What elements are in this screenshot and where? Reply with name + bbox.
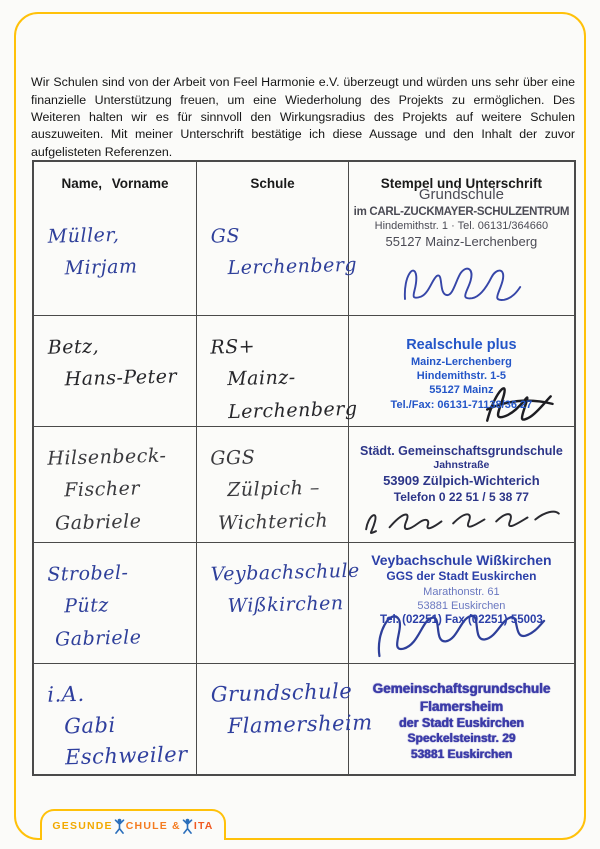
stamp-line: Veybachschule Wißkirchen xyxy=(371,552,552,568)
handwritten-line: Strobel- xyxy=(47,561,129,586)
school-stamp xyxy=(349,185,574,311)
header-stempel-unterschrift: Stempel und Unterschrift xyxy=(380,176,543,191)
stamp-line: Mainz-Lerchenberg xyxy=(410,355,512,368)
name-handwriting xyxy=(33,662,198,775)
handwritten-line: Müller, xyxy=(47,223,120,248)
handwritten-line: GGS xyxy=(210,446,256,470)
handwritten-line: Flamersheim xyxy=(227,709,373,738)
school-cell xyxy=(197,427,349,542)
school-handwriting xyxy=(196,203,358,286)
table-row xyxy=(34,315,574,426)
handwritten-line: Fischer xyxy=(63,477,141,502)
table-row xyxy=(34,542,574,663)
stamp-line: Grundschule xyxy=(418,186,504,203)
handwritten-line: Zülpich – xyxy=(226,477,321,502)
school-handwriting xyxy=(196,314,358,429)
name-cell xyxy=(34,427,197,542)
name-handwriting xyxy=(33,425,198,540)
handwritten-line: Mainz-Lerchenberg xyxy=(226,366,358,423)
name-handwriting xyxy=(33,541,198,656)
name-cell xyxy=(34,205,197,315)
stamp-cell xyxy=(349,427,574,542)
gesunde-schule-kita-logo xyxy=(52,818,213,834)
dancing-figure-icon xyxy=(182,818,193,834)
handwritten-line: Gabriele xyxy=(54,509,142,535)
table-row xyxy=(34,186,574,315)
table-row xyxy=(34,663,574,774)
handwritten-line: GS xyxy=(210,224,241,248)
handwritten-line: Gabi Eschweiler xyxy=(63,712,188,770)
name-handwriting xyxy=(33,314,197,397)
stamp-line: Gemeinschaftsgrundschule xyxy=(372,681,551,696)
school-stamp xyxy=(349,336,574,412)
stamp-cell xyxy=(349,664,574,774)
stamp-line: Speckelsteinstr. 29 xyxy=(407,731,516,746)
handwritten-line: Pütz xyxy=(63,594,110,618)
stamp-line: Jahnstraße xyxy=(433,459,490,472)
handwritten-line: Hans-Peter xyxy=(64,365,178,391)
handwritten-line: i.A. xyxy=(47,681,85,707)
table-body xyxy=(34,186,574,774)
stamp-line: GGS der Stadt Euskirchen xyxy=(386,569,537,584)
school-stamp xyxy=(349,680,574,763)
school-handwriting xyxy=(196,425,350,540)
school-cell xyxy=(197,316,358,426)
handwritten-line: Wichterich xyxy=(217,509,329,535)
stamp-cell xyxy=(349,186,574,315)
school-cell xyxy=(197,205,358,315)
handwritten-line: Wißkirchen xyxy=(227,592,344,618)
intro-paragraph: Wir Schulen sind von der Arbeit von Feel Harmonie e.V. überzeugt und würden uns sehr über eine finanzielle Unterstützung freuen, um eine Wiederholung des Projekts zu ermöglichen. Des Weiteren halten wir es für sinnvoll den Wirkungsradius des Projekts auf weitere Schulen auszuweiten. Mit meiner Unterschrift bestätige ich diese Aussage und den Inhalt der zuvor aufgelisteten Referenzen. xyxy=(31,75,575,159)
stamp-line: 53881 Euskirchen xyxy=(410,746,513,761)
handwritten-line: Hilsenbeck- xyxy=(47,444,167,470)
handwritten-line: Mirjam xyxy=(64,255,138,280)
stamp-cell xyxy=(349,543,574,663)
stamp-line: Hindemithstr. 1-5 xyxy=(416,370,507,383)
handwritten-line: Lerchenberg xyxy=(227,254,358,280)
stamp-line: 55127 Mainz xyxy=(429,384,494,397)
handwritten-line: Grundschule xyxy=(210,678,353,707)
handwritten-line: Betz, xyxy=(47,335,100,359)
handwritten-line: Veybachschule xyxy=(210,559,361,586)
stamp-line: Marathonstr. 61 xyxy=(423,585,500,598)
stamp-line: der Stadt Euskirchen xyxy=(398,716,524,731)
name-cell xyxy=(34,664,197,774)
handwritten-line: Gabriele xyxy=(54,625,142,651)
stamp-line: Flamersheim xyxy=(419,698,504,714)
name-handwriting xyxy=(33,203,197,286)
dancing-figure-icon xyxy=(114,818,125,834)
stamp-line: 53881 Euskirchen xyxy=(417,600,506,613)
name-cell xyxy=(34,543,197,663)
school-handwriting xyxy=(196,541,361,624)
stamp-line: im CARL-ZUCKMAYER-SCHULZENTRUM xyxy=(353,205,570,218)
table-row xyxy=(34,426,574,542)
logo-word-gesunde: GESUNDE xyxy=(52,819,113,832)
signature-table xyxy=(32,160,576,776)
stamp-line: Realschule plus xyxy=(406,337,517,353)
logo-word-ita: ITA xyxy=(193,819,214,832)
handwritten-line: RS+ xyxy=(210,335,256,359)
stamp-line: Städt. Gemeinschaftsgrundschule xyxy=(359,444,563,458)
stamp-line: 53909 Zülpich-Wichterich xyxy=(383,472,540,488)
header-schule: Schule xyxy=(197,162,349,205)
school-cell xyxy=(197,664,373,774)
stamp-line: Tel. (02251) Fax (02251) 55003 xyxy=(379,614,543,627)
name-cell xyxy=(34,316,197,426)
stamp-line: Tel./Fax: 06131-71138/36 27 xyxy=(390,398,533,411)
stamp-line: Hindemithstr. 1 · Tel. 06131/364660 xyxy=(374,220,549,233)
school-stamp xyxy=(349,551,574,628)
header-name-vorname: Name, Vorname xyxy=(34,162,197,205)
stamp-cell xyxy=(349,316,574,426)
school-handwriting xyxy=(196,662,373,743)
logo-word-chule: CHULE & xyxy=(125,819,181,832)
footer-logo-tab xyxy=(40,809,226,840)
school-stamp xyxy=(349,443,574,505)
handwritten-signature xyxy=(386,255,536,311)
school-cell xyxy=(197,543,361,663)
stamp-line: Telefon 0 22 51 / 5 38 77 xyxy=(393,489,529,504)
stamp-line: 55127 Mainz-Lerchenberg xyxy=(385,233,538,249)
